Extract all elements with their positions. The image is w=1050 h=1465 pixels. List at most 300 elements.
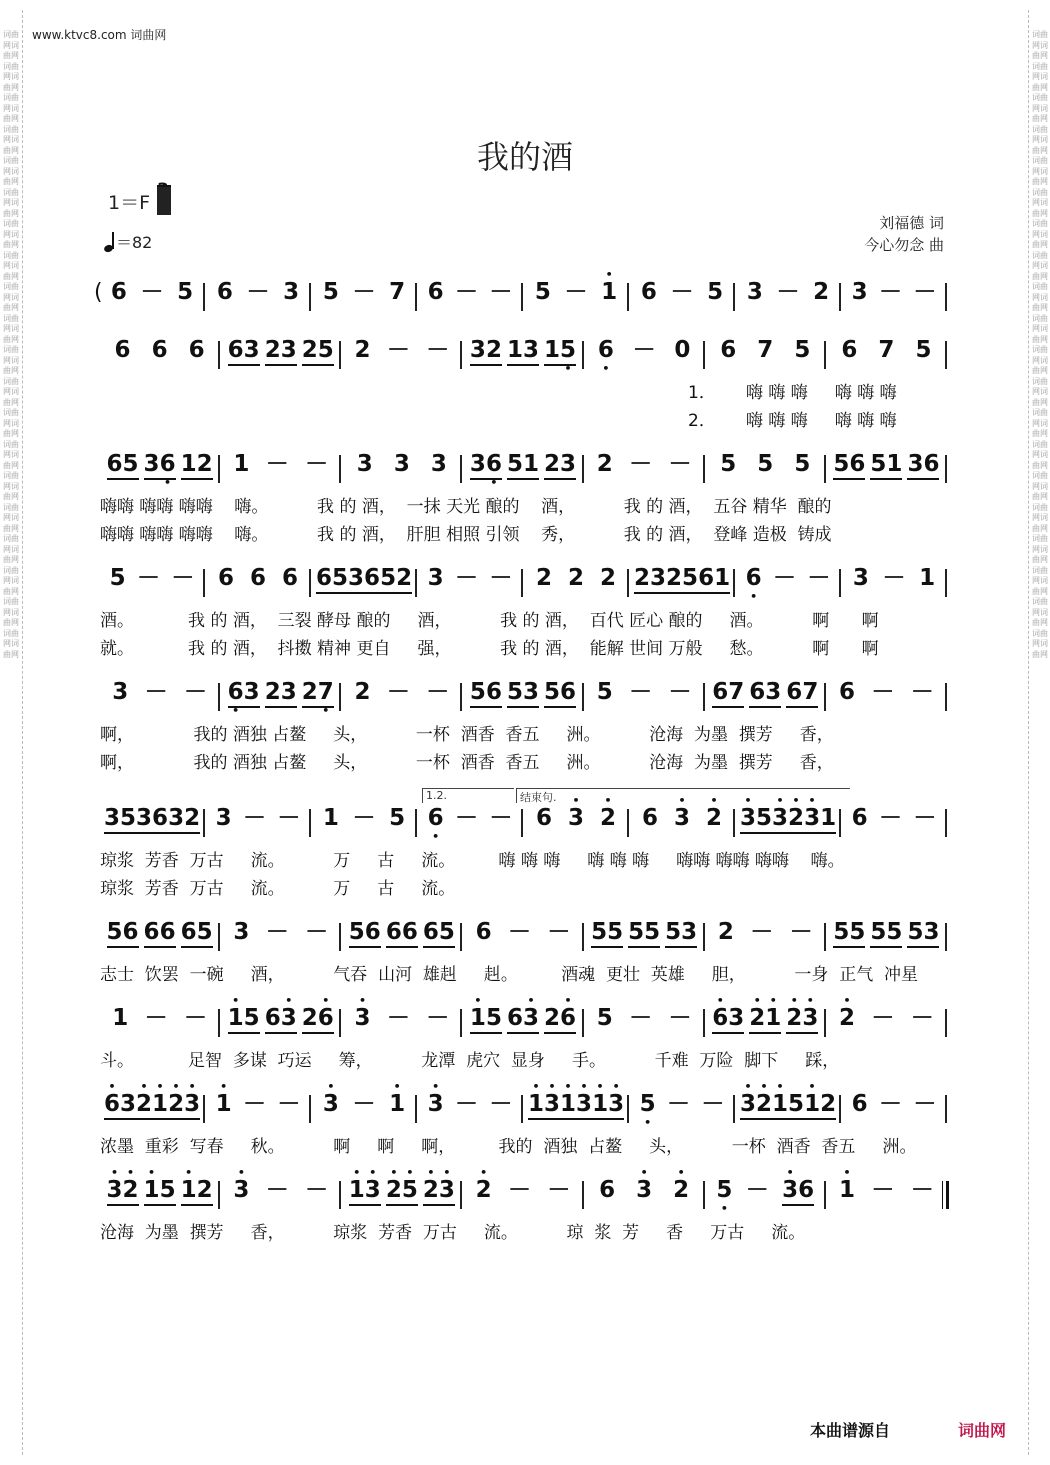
- note-group: • 1 5: [772, 1090, 804, 1120]
- volta-final-ending: [516, 788, 850, 803]
- note-group: 6 5: [181, 918, 213, 948]
- note-group: －: [265, 1177, 289, 1203]
- note-group: 3 2: [470, 336, 502, 366]
- note-group: • 3: [428, 1090, 444, 1118]
- measure: [467, 1004, 578, 1044]
- measure: [346, 1004, 457, 1044]
- footer-source: 本曲谱源自: [810, 1421, 891, 1440]
- measure: [710, 1004, 821, 1044]
- note-group: －: [750, 919, 774, 945]
- time-signature: [157, 180, 169, 220]
- barline: [460, 1181, 462, 1209]
- note-group: －: [144, 679, 168, 705]
- note-group: 6: [839, 679, 856, 705]
- note-group: • 3 • 2: [740, 1090, 772, 1120]
- barline: [339, 341, 341, 369]
- note-group: 2 • 6: [544, 1004, 576, 1034]
- note-group: 2: [354, 679, 371, 705]
- note-group: • 3 5: [740, 804, 772, 834]
- measure: [528, 1090, 624, 1130]
- note-group: 3: [356, 451, 373, 477]
- note-group: －: [352, 279, 376, 305]
- note-group: • 1 • 3: [349, 1176, 381, 1206]
- note-group: • 6 3: [712, 1004, 744, 1034]
- note-group: －: [564, 279, 588, 305]
- note-group: －: [913, 279, 937, 305]
- note-group: －: [455, 279, 478, 305]
- lyric-line: 啊， 我的 酒独 占鳌 头， 一杯 酒香 香五 洲。 沧海 为墨 撰芳 香，: [100, 725, 834, 745]
- measure: [467, 678, 578, 718]
- right-border-line: [1028, 10, 1029, 1455]
- note-group: • 3 • 2: [772, 804, 804, 834]
- note-group: －: [426, 1005, 450, 1031]
- note-group: 6 5: [316, 564, 348, 594]
- note-group: －: [243, 1091, 266, 1117]
- note-group: －: [277, 805, 301, 831]
- note-group: 6: [851, 805, 868, 831]
- note-group: －: [629, 1005, 653, 1031]
- note-group: －: [879, 805, 902, 831]
- song-title: 我的酒: [476, 138, 573, 176]
- note-group: • 1 • 3: [560, 1090, 592, 1120]
- barline: [945, 341, 947, 369]
- measure: [104, 678, 215, 718]
- measure: [710, 450, 821, 490]
- note-group: 6: [188, 337, 205, 363]
- measure: [346, 336, 457, 376]
- barline: [521, 1095, 523, 1123]
- note-group: 6 6: [386, 918, 418, 948]
- score-row: [0, 278, 1050, 318]
- note-group: －: [352, 1091, 376, 1117]
- note-group: 5: [322, 279, 339, 305]
- measure: [104, 1090, 200, 1130]
- note-group: －: [455, 565, 478, 591]
- volta-first-label: 1.2.: [426, 789, 447, 802]
- note-group: 1 2: [181, 450, 213, 480]
- verse-label-1: 1．: [688, 383, 716, 403]
- measure: [346, 918, 457, 958]
- barline: [945, 683, 947, 711]
- note-group: 6: [281, 565, 298, 591]
- note-group: 5 1: [870, 450, 902, 480]
- note-group: －: [426, 679, 450, 705]
- barline: [339, 1009, 341, 1037]
- barline: [627, 1095, 629, 1123]
- barline: [703, 1009, 705, 1037]
- measure: [346, 1176, 457, 1216]
- note-group: 6 3: [749, 678, 781, 708]
- barline: [703, 1181, 705, 1209]
- measure: [740, 804, 836, 844]
- note-group: 3 5: [104, 804, 136, 834]
- note-group: 3 6: [348, 564, 380, 594]
- note-group: • 3 • 2: [107, 1176, 139, 1206]
- note-group: －: [882, 565, 906, 591]
- measure: [846, 804, 942, 844]
- note-group: • 1 5: [470, 1004, 502, 1034]
- note-group: 5: [707, 279, 724, 305]
- score-row: [0, 918, 1050, 958]
- barline: [945, 809, 947, 837]
- score-row: [0, 1004, 1050, 1044]
- barline: [703, 455, 705, 483]
- measure: [634, 278, 730, 318]
- note-group: 5 5: [591, 918, 623, 948]
- note-group: 2: [717, 919, 734, 945]
- note-group: －: [386, 679, 410, 705]
- note-group: －: [629, 451, 653, 477]
- note-group: －: [547, 1177, 571, 1203]
- note-group: －: [879, 1091, 902, 1117]
- note-group: 5: [596, 1005, 613, 1031]
- note-group: • 2 • 3: [423, 1176, 455, 1206]
- note-group: 2 5: [666, 564, 698, 594]
- barline: [309, 283, 311, 311]
- note-group: －: [386, 1005, 410, 1031]
- note-group: 6: [114, 337, 131, 363]
- note-group: 6: [720, 337, 737, 363]
- measure: [710, 678, 821, 718]
- measure: [831, 1176, 942, 1216]
- note-group: 5 6: [349, 918, 381, 948]
- barline: [582, 683, 584, 711]
- barline: [218, 1009, 220, 1037]
- note-group: • 3: [636, 1176, 652, 1204]
- lyric-line: 嗨嗨 嗨嗨 嗨嗨 嗨。 我 的 酒， 一抹 天光 酿的 酒， 我 的 酒， 五谷 精华 酿的: [100, 497, 832, 517]
- note-group: －: [668, 679, 692, 705]
- lyric-line: 志士 饮罢 一碗 酒， 气吞 山河 雄赳 赳。 酒魂 更壮 英雄 胆， 一身 正气 冲星: [100, 965, 919, 985]
- measure: [225, 336, 336, 376]
- measure: [589, 1004, 700, 1044]
- note-group: －: [910, 1177, 934, 1203]
- note-group: 6: [640, 279, 657, 305]
- barline: [582, 923, 584, 951]
- note-group: －: [913, 805, 937, 831]
- note-group: －: [489, 1091, 513, 1117]
- note-group: • 1: [839, 1176, 855, 1204]
- barline: [824, 341, 826, 369]
- measure: [104, 1176, 215, 1216]
- note-group: 5 6: [544, 678, 576, 708]
- score-row: [0, 450, 1050, 490]
- note-group: －: [426, 337, 450, 363]
- note-group: －: [776, 279, 800, 305]
- note-group: 5: [757, 451, 774, 477]
- note-group: • 3 1: [804, 804, 836, 834]
- note-group: 2 3: [265, 678, 297, 708]
- lyric-line: 琼浆 芳香 万古 流。 万 古 流。 嗨 嗨 嗨 嗨 嗨 嗨 嗨嗨 嗨嗨 嗨嗨 嗨。: [100, 851, 845, 871]
- barline: [203, 283, 205, 311]
- note-group: • 2 • 3: [168, 1090, 200, 1120]
- note-group: 6: [535, 805, 552, 831]
- volta-final-label: 结束句.: [520, 791, 557, 804]
- note-group: －: [910, 1005, 934, 1031]
- measure: [528, 804, 624, 844]
- note-group: －: [871, 1177, 895, 1203]
- note-group: －: [489, 565, 513, 591]
- note-group: －: [910, 679, 934, 705]
- note-group: • 2 • 1: [136, 1090, 168, 1120]
- note-group: 3: [746, 279, 763, 305]
- note-group: 6 •: [746, 564, 762, 592]
- barline: [824, 923, 826, 951]
- note-group: 5 5: [628, 918, 660, 948]
- note-group: 6 1: [698, 564, 730, 594]
- note-group: －: [277, 1091, 301, 1117]
- barline: [203, 809, 205, 837]
- note-group: 6: [217, 565, 234, 591]
- barline: [703, 923, 705, 951]
- note-group: 6: [851, 1091, 868, 1117]
- note-group: 5: [720, 451, 737, 477]
- measure: [104, 918, 215, 958]
- note-group: －: [879, 279, 902, 305]
- barline: [339, 1181, 341, 1209]
- note-group: 6: [841, 337, 858, 363]
- barline: [460, 923, 462, 951]
- measure: [831, 918, 942, 958]
- measure: [831, 678, 942, 718]
- note-group: 2 • 6: [302, 1004, 334, 1034]
- barline: [582, 1009, 584, 1037]
- note-group: 7: [757, 337, 774, 363]
- note-group: • 1 2: [181, 1176, 213, 1206]
- note-group: 6: [427, 279, 444, 305]
- note-group: 5: [389, 805, 406, 831]
- measure: [316, 278, 412, 318]
- measure: [589, 1176, 700, 1216]
- barline: [839, 569, 841, 597]
- barline: [945, 923, 947, 951]
- measure: [710, 336, 821, 376]
- note-group: 3 6 •: [470, 450, 502, 480]
- note-group: 6 5: [107, 450, 139, 480]
- measure: [422, 278, 518, 318]
- measure: [634, 564, 730, 604]
- note-group: －: [137, 565, 160, 591]
- note-group: 6 • 3: [507, 1004, 539, 1034]
- note-group: • 2: [600, 804, 616, 832]
- note-group: 5: [794, 337, 811, 363]
- measure: [846, 564, 942, 604]
- note-group: 2 3: [634, 564, 666, 594]
- note-group: • 3: [354, 1004, 370, 1032]
- note-group: 1: [322, 805, 339, 831]
- barline: [824, 455, 826, 483]
- quarter-note-icon: [104, 232, 116, 252]
- barline: [945, 569, 947, 597]
- barline: [203, 1095, 205, 1123]
- note-group: 1: [919, 565, 936, 591]
- lyric-line: 嗨 嗨 嗨 嗨 嗨 嗨: [746, 383, 897, 403]
- measure: [210, 564, 306, 604]
- note-group: －: [807, 565, 831, 591]
- note-group: 1 3: [507, 336, 539, 366]
- tempo-value: ＝82: [116, 233, 153, 252]
- note-group: －: [265, 919, 289, 945]
- measure: [225, 678, 336, 718]
- note-group: • 3: [674, 804, 690, 832]
- barline: [627, 569, 629, 597]
- barline: [309, 1095, 311, 1123]
- measure: [467, 918, 578, 958]
- note-group: 1: [112, 1005, 129, 1031]
- measure: [831, 336, 942, 376]
- barline: [703, 683, 705, 711]
- note-group: －: [183, 679, 207, 705]
- composer-credit: 今心勿念 曲: [864, 236, 944, 254]
- lyric-line: 啊， 我的 酒独 占鳌 头， 一杯 酒香 香五 洲。 沧海 为墨 撰芳 香，: [100, 753, 834, 773]
- barline: [521, 569, 523, 597]
- barline: [824, 1181, 826, 1209]
- tempo-marking: [104, 230, 152, 253]
- note-group: 3 6: [136, 804, 168, 834]
- barline: [415, 283, 417, 311]
- barline: [309, 809, 311, 837]
- note-group: 6 6: [144, 918, 176, 948]
- note-group: 3 6 •: [144, 450, 176, 480]
- note-group: 5 1: [507, 450, 539, 480]
- note-group: －: [508, 919, 531, 945]
- measure: [740, 564, 836, 604]
- barline: [945, 1009, 947, 1037]
- note-group: 3 2: [168, 804, 200, 834]
- note-group: 5 5: [870, 918, 902, 948]
- note-group: 3: [283, 279, 300, 305]
- note-group: －: [871, 679, 895, 705]
- score-row: [0, 1090, 1050, 1130]
- note-group: 6 • 3: [228, 678, 260, 708]
- note-group: 5: [915, 337, 932, 363]
- lyric-line: 琼浆 芳香 万古 流。 万 古 流。: [100, 879, 456, 899]
- note-group: 2: [599, 565, 616, 591]
- note-group: 5: [794, 451, 811, 477]
- note-group: • 1 5: [228, 1004, 260, 1034]
- score-row: [0, 1176, 1050, 1216]
- footer-site-link[interactable]: 词曲网: [958, 1421, 1007, 1440]
- barline: [521, 283, 523, 311]
- barline: [824, 683, 826, 711]
- note-group: 0: [674, 337, 691, 363]
- note-group: 3: [215, 805, 232, 831]
- measure: [634, 1090, 730, 1130]
- note-group: • 1 5: [144, 1176, 176, 1206]
- note-group: －: [243, 805, 266, 831]
- measure: [210, 278, 306, 318]
- lyric-line: 浓墨 重彩 写春 秋。 啊 啊 啊， 我的 酒独 占鳌 头， 一杯 酒香 香五 洲。: [100, 1137, 917, 1157]
- measure: [104, 450, 215, 490]
- note-group: －: [913, 1091, 937, 1117]
- note-group: －: [305, 919, 329, 945]
- note-group: 6 7: [786, 678, 818, 708]
- measure: [210, 1090, 306, 1130]
- note-group: 6: [475, 919, 492, 945]
- barline: [218, 1181, 220, 1209]
- note-group: • 1: [389, 1090, 405, 1118]
- measure: [589, 918, 700, 958]
- barline: [460, 1009, 462, 1037]
- measure: [225, 1004, 336, 1044]
- lyric-line: 酒。 我 的 酒， 三裂 酵母 酿的 酒， 我 的 酒， 百代 匠心 酿的 酒。 啊 啊: [100, 611, 879, 631]
- note-group: 6 • 3: [265, 1004, 297, 1034]
- note-group: 6 •: [598, 336, 614, 364]
- note-group: 3: [393, 451, 410, 477]
- note-group: 6: [110, 279, 127, 305]
- note-group: 5: [596, 679, 613, 705]
- barline: [582, 455, 584, 483]
- barline: [733, 809, 735, 837]
- measure: [634, 804, 730, 844]
- note-group: －: [871, 1005, 895, 1031]
- note-group: 2 7 •: [302, 678, 334, 708]
- measure: [316, 804, 412, 844]
- note-group: • 3: [568, 804, 584, 832]
- barline: [460, 341, 462, 369]
- final-barline: [942, 1181, 949, 1209]
- note-group: 6 3: [228, 336, 260, 366]
- barline: [839, 283, 841, 311]
- note-group: 2: [567, 565, 584, 591]
- note-group: －: [144, 1005, 168, 1031]
- barline: [733, 1095, 735, 1123]
- note-group: 6: [216, 279, 233, 305]
- note-group: • 6 3: [104, 1090, 136, 1120]
- note-group: 1: [233, 451, 250, 477]
- note-group: • 2: [673, 1176, 689, 1204]
- note-group: 6: [249, 565, 266, 591]
- barline: [839, 809, 841, 837]
- barline: [582, 341, 584, 369]
- note-group: 3: [852, 565, 869, 591]
- note-group: 2 3: [265, 336, 297, 366]
- measure: [467, 336, 578, 376]
- left-watermark-strip: 词曲网词曲网词曲网词曲网词曲网词曲网词曲网词曲网词曲网词曲网词曲网词曲网词曲网词曲网词曲网词曲网词曲网词曲网词曲网词曲网词曲网词曲网词曲网词曲网词曲网词曲网词曲网词曲网词曲网词曲网词曲网词曲网词曲网词曲网词曲网词曲网词曲网词曲网词曲网词曲网: [3, 30, 19, 659]
- measure: [422, 804, 518, 844]
- barline: [945, 455, 947, 483]
- note-group: －: [773, 565, 796, 591]
- measure: [467, 1176, 578, 1216]
- lyric-line: 斗。 足智 多谋 巧运 筹， 龙潭 虎穴 显身 手。 千难 万险 脚下 踩，: [100, 1051, 840, 1071]
- barline: [460, 455, 462, 483]
- note-group: • 1 • 3: [528, 1090, 560, 1120]
- measure: [346, 678, 457, 718]
- score-row: [0, 564, 1050, 604]
- score-row: [0, 804, 1050, 844]
- site-url[interactable]: www.ktvc8.com 词曲网: [32, 28, 167, 42]
- note-group: 5 3: [907, 918, 939, 948]
- note-group: • 2: [706, 804, 722, 832]
- measure: [710, 1176, 821, 1216]
- measure: [740, 1090, 836, 1130]
- barline: [703, 341, 705, 369]
- note-group: 5 •: [716, 1176, 732, 1204]
- measure: [710, 918, 821, 958]
- note-group: －: [670, 279, 694, 305]
- note-group: －: [265, 451, 289, 477]
- note-group: 5 6: [833, 450, 865, 480]
- note-group: 5: [177, 279, 194, 305]
- note-group: 2: [813, 279, 830, 305]
- note-group: －: [632, 337, 656, 363]
- note-group: 5 3: [507, 678, 539, 708]
- note-group: －: [352, 805, 376, 831]
- note-group: 6 7: [712, 678, 744, 708]
- note-group: 6: [151, 337, 168, 363]
- note-group: －: [701, 1091, 725, 1117]
- note-group: 3: [233, 919, 250, 945]
- measure: [589, 678, 700, 718]
